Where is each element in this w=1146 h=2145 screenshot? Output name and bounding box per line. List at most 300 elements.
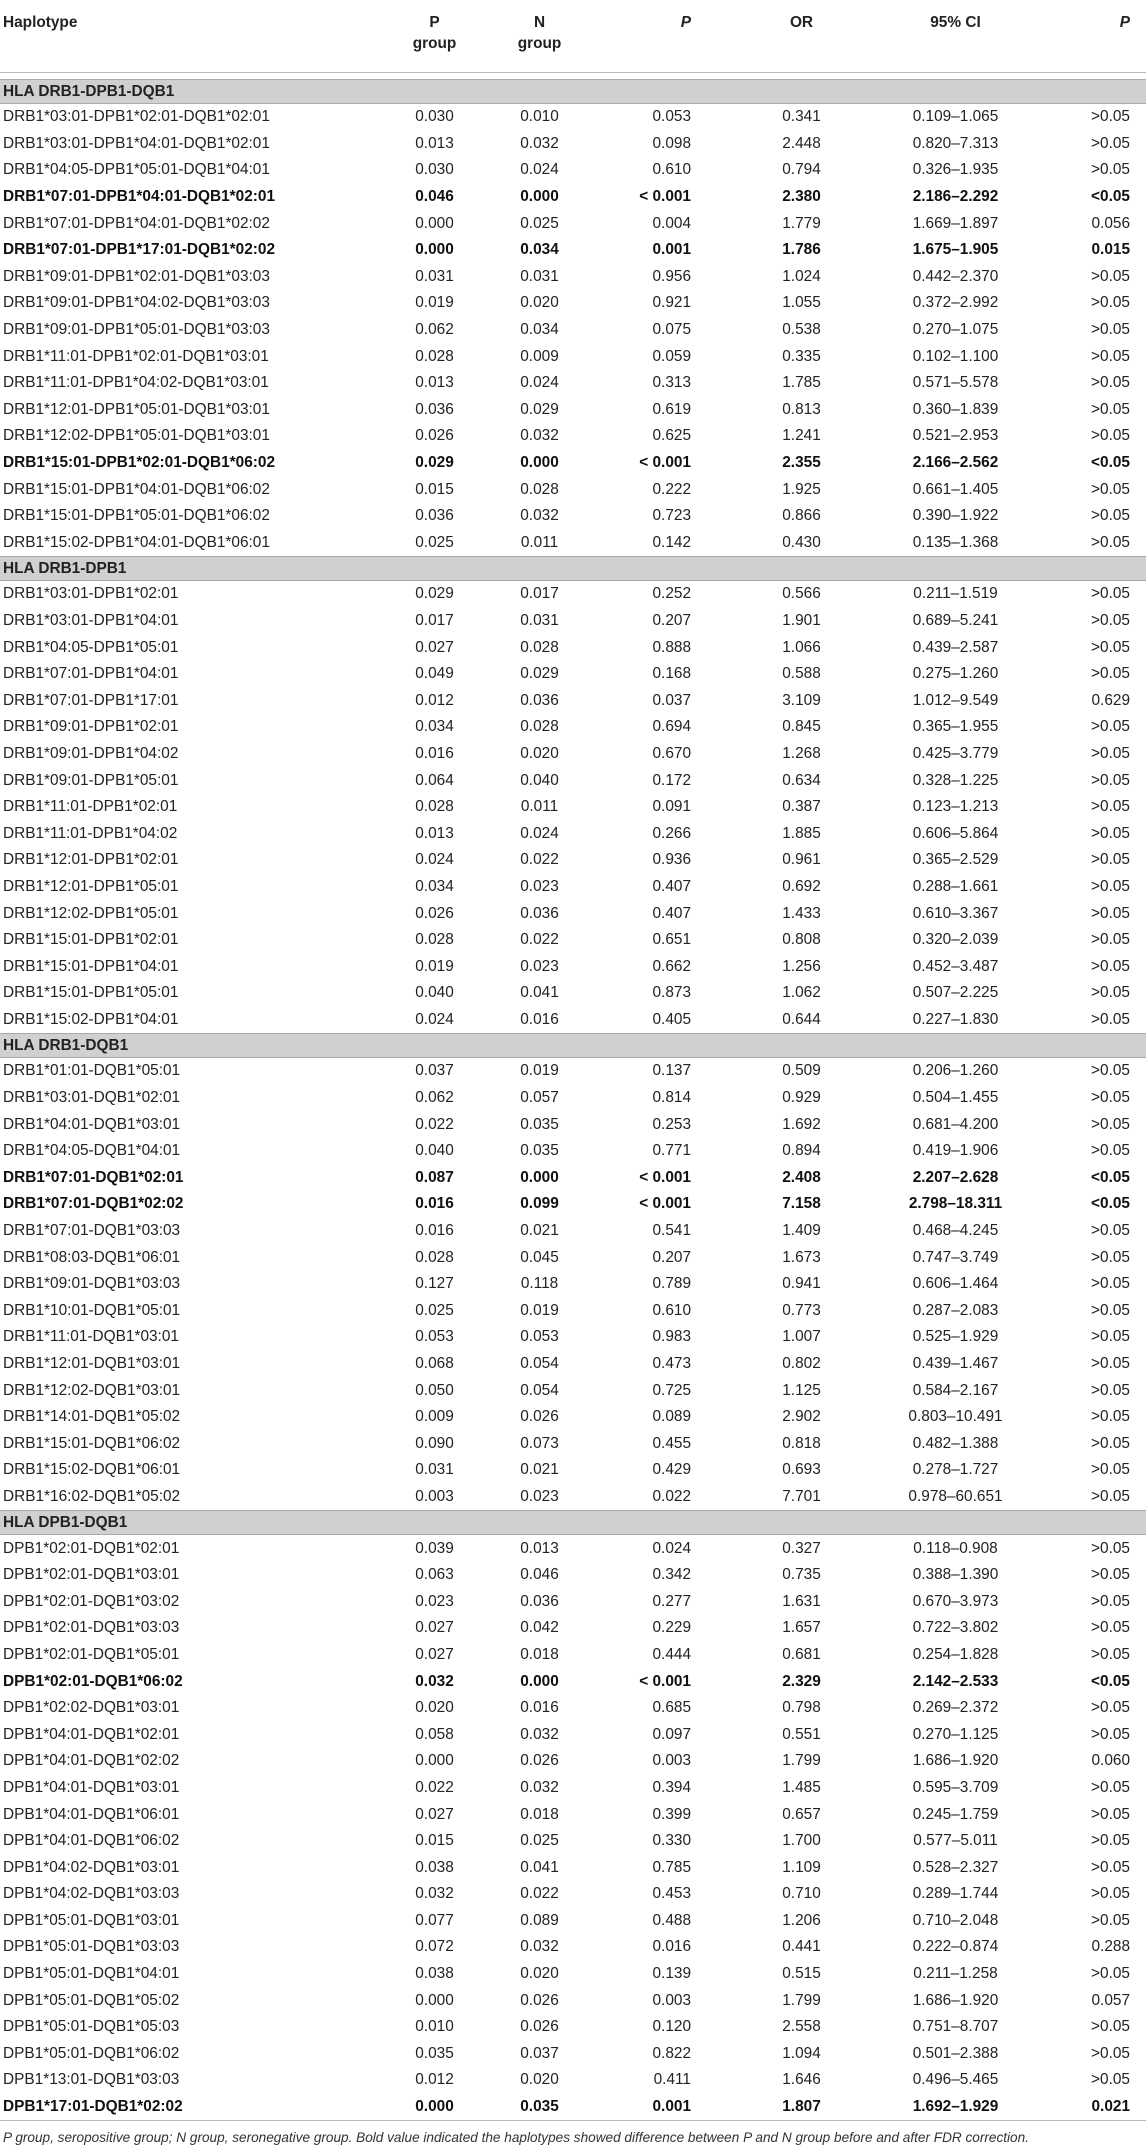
haplotype-cell: DRB1*04:05-DPB1*05:01 (3, 638, 179, 656)
header-spacer (0, 73, 1146, 80)
ci-cell: 0.222–0.874 (912, 1938, 999, 1956)
p-value-cell: 0.873 (652, 984, 691, 1002)
p-fdr-cell: >0.05 (1091, 1010, 1130, 1028)
p-value-cell: 0.229 (652, 1619, 691, 1637)
p-fdr-cell: 0.056 (1091, 214, 1130, 232)
table-row (0, 397, 1146, 424)
ci-cell: 1.669–1.897 (912, 214, 999, 232)
table-row (0, 1881, 1146, 1908)
p-group-cell: 0.000 (415, 1991, 454, 2009)
p-value-cell: 0.120 (652, 2018, 691, 2036)
table-row (0, 1085, 1146, 1112)
ci-cell: 0.390–1.922 (912, 507, 999, 525)
p-value-cell: 0.394 (652, 1778, 691, 1796)
section-title: HLA DPB1-DQB1 (0, 1511, 1146, 1535)
p-fdr-cell: >0.05 (1091, 1062, 1130, 1080)
p-fdr-cell: >0.05 (1091, 1858, 1130, 1876)
ci-cell: 0.102–1.100 (912, 347, 999, 365)
ci-cell: 0.661–1.405 (912, 480, 999, 498)
p-group-cell: 0.049 (415, 665, 454, 683)
p-group-cell: 0.038 (415, 1965, 454, 1983)
p-fdr-cell: >0.05 (1091, 585, 1130, 603)
odds-ratio-cell: 3.109 (782, 691, 821, 709)
haplotype-cell: DRB1*07:01-DQB1*02:02 (3, 1195, 184, 1213)
n-group-cell: 0.032 (520, 1725, 559, 1743)
p-group-cell: 0.000 (415, 241, 454, 259)
table-footnote: P group, seropositive group; N group, seronegative group. Bold value indicated the haplotypes showed difference between P and N group before and after FDR correction. (0, 2121, 1146, 2145)
ci-cell: 1.012–9.549 (912, 691, 999, 709)
p-group-cell: 0.015 (415, 480, 454, 498)
ci-cell: 0.521–2.953 (912, 427, 999, 445)
p-group-cell: 0.016 (415, 1222, 454, 1240)
table-row (0, 1934, 1146, 1961)
odds-ratio-cell: 0.845 (782, 718, 821, 736)
p-fdr-cell: >0.05 (1091, 108, 1130, 126)
n-group-cell: 0.035 (520, 1142, 559, 1160)
ci-cell: 0.388–1.390 (912, 1566, 999, 1584)
ci-cell: 0.328–1.225 (912, 771, 999, 789)
ci-cell: 0.501–2.388 (912, 2044, 999, 2062)
odds-ratio-cell: 0.961 (782, 851, 821, 869)
ci-cell: 0.751–8.707 (912, 2018, 999, 2036)
odds-ratio-cell: 1.799 (782, 1752, 821, 1770)
haplotype-cell: DRB1*15:02-DQB1*06:01 (3, 1461, 181, 1479)
n-group-cell: 0.036 (520, 691, 559, 709)
n-group-cell: 0.089 (520, 1911, 559, 1929)
ci-cell: 2.166–2.562 (912, 454, 999, 472)
ci-cell: 0.482–1.388 (912, 1434, 999, 1452)
p-value-cell: 0.625 (652, 427, 691, 445)
p-fdr-cell: >0.05 (1091, 1592, 1130, 1610)
table-body (0, 73, 1146, 2121)
odds-ratio-cell: 0.538 (782, 321, 821, 339)
p-group-cell: 0.040 (415, 984, 454, 1002)
p-group-cell: 0.015 (415, 1832, 454, 1850)
haplotype-cell: DRB1*07:01-DQB1*02:01 (3, 1168, 184, 1186)
p-group-cell: 0.058 (415, 1725, 454, 1743)
header-ci: 95% CI (856, 0, 1035, 73)
n-group-cell: 0.020 (520, 294, 559, 312)
p-value-cell: < 0.001 (639, 1195, 691, 1213)
haplotype-cell: DPB1*02:01-DQB1*03:03 (3, 1619, 180, 1637)
odds-ratio-cell: 2.448 (782, 134, 821, 152)
n-group-cell: 0.024 (520, 374, 559, 392)
haplotype-cell: DPB1*02:01-DQB1*03:02 (3, 1592, 180, 1610)
table-row (0, 264, 1146, 291)
p-value-cell: 0.405 (652, 1010, 691, 1028)
ci-cell: 0.452–3.487 (912, 957, 999, 975)
n-group-cell: 0.009 (520, 347, 559, 365)
n-group-cell: 0.032 (520, 1938, 559, 1956)
p-value-cell: 0.399 (652, 1805, 691, 1823)
ci-cell: 0.595–3.709 (912, 1778, 999, 1796)
p-group-cell: 0.063 (415, 1566, 454, 1584)
p-value-cell: 0.619 (652, 400, 691, 418)
table-row (0, 874, 1146, 901)
n-group-cell: 0.041 (520, 984, 559, 1002)
p-group-cell: 0.013 (415, 134, 454, 152)
n-group-cell: 0.036 (520, 904, 559, 922)
odds-ratio-cell: 0.710 (782, 1885, 821, 1903)
p-fdr-cell: >0.05 (1091, 1699, 1130, 1717)
p-value-cell: 0.541 (652, 1222, 691, 1240)
haplotype-cell: DRB1*12:02-DQB1*03:01 (3, 1381, 181, 1399)
p-group-cell: 0.036 (415, 400, 454, 418)
ci-cell: 0.439–2.587 (912, 638, 999, 656)
haplotype-cell: DRB1*07:01-DPB1*04:01 (3, 665, 179, 683)
ci-cell: 2.207–2.628 (912, 1168, 999, 1186)
p-group-cell: 0.023 (415, 1592, 454, 1610)
table-row (0, 157, 1146, 184)
haplotype-cell: DRB1*15:01-DQB1*06:02 (3, 1434, 181, 1452)
n-group-cell: 0.023 (520, 877, 559, 895)
haplotype-cell: DRB1*12:01-DPB1*05:01 (3, 877, 179, 895)
p-value-cell: 0.222 (652, 480, 691, 498)
ci-cell: 0.442–2.370 (912, 267, 999, 285)
section-header (0, 80, 1146, 104)
haplotype-cell: DRB1*11:01-DPB1*04:02-DQB1*03:01 (3, 374, 269, 392)
table-row (0, 370, 1146, 397)
p-value-cell: 0.444 (652, 1645, 691, 1663)
n-group-cell: 0.022 (520, 931, 559, 949)
p-group-cell: 0.020 (415, 1699, 454, 1717)
ci-cell: 0.211–1.258 (913, 1965, 998, 1983)
p-fdr-cell: >0.05 (1091, 533, 1130, 551)
ci-cell: 0.525–1.929 (912, 1328, 999, 1346)
p-group-cell: 0.024 (415, 851, 454, 869)
table-row (0, 1457, 1146, 1484)
table-row (0, 1484, 1146, 1511)
odds-ratio-cell: 0.693 (782, 1461, 821, 1479)
ci-cell: 0.270–1.125 (912, 1725, 999, 1743)
table-row (0, 927, 1146, 954)
p-group-cell: 0.025 (415, 533, 454, 551)
p-fdr-cell: <0.05 (1091, 1168, 1130, 1186)
n-group-cell: 0.035 (520, 2098, 559, 2116)
p-value-cell: 0.956 (652, 267, 691, 285)
odds-ratio-cell: 0.441 (782, 1938, 821, 1956)
odds-ratio-cell: 1.024 (782, 267, 821, 285)
p-group-cell: 0.000 (415, 1752, 454, 1770)
odds-ratio-cell: 0.735 (782, 1566, 821, 1584)
haplotype-cell: DRB1*12:01-DPB1*05:01-DQB1*03:01 (3, 400, 270, 418)
odds-ratio-cell: 2.408 (782, 1168, 821, 1186)
p-value-cell: 0.003 (652, 1752, 691, 1770)
p-group-cell: 0.000 (415, 214, 454, 232)
odds-ratio-cell: 0.941 (782, 1275, 821, 1293)
n-group-cell: 0.035 (520, 1115, 559, 1133)
p-group-cell: 0.032 (415, 1672, 454, 1690)
p-fdr-cell: >0.05 (1091, 2044, 1130, 2062)
p-fdr-cell: >0.05 (1091, 877, 1130, 895)
haplotype-cell: DPB1*05:01-DQB1*06:02 (3, 2044, 180, 2062)
p-fdr-cell: >0.05 (1091, 771, 1130, 789)
haplotype-cell: DPB1*05:01-DQB1*04:01 (3, 1965, 180, 1983)
p-value-cell: 0.003 (652, 1991, 691, 2009)
table-row (0, 608, 1146, 635)
p-group-cell: 0.026 (415, 904, 454, 922)
p-group-cell: 0.026 (415, 427, 454, 445)
p-group-cell: 0.040 (415, 1142, 454, 1160)
odds-ratio-cell: 1.925 (782, 480, 821, 498)
p-fdr-cell: >0.05 (1091, 1115, 1130, 1133)
table-row (0, 2067, 1146, 2094)
p-value-cell: 0.723 (652, 507, 691, 525)
n-group-cell: 0.036 (520, 1592, 559, 1610)
haplotype-cell: DPB1*05:01-DQB1*03:03 (3, 1938, 180, 1956)
n-group-cell: 0.045 (520, 1248, 559, 1266)
p-group-cell: 0.000 (415, 2098, 454, 2116)
odds-ratio-cell: 1.700 (782, 1832, 821, 1850)
odds-ratio-cell: 1.631 (782, 1592, 821, 1610)
p-value-cell: 0.001 (652, 2098, 691, 2116)
p-fdr-cell: >0.05 (1091, 2071, 1130, 2089)
haplotype-cell: DPB1*02:01-DQB1*02:01 (3, 1539, 180, 1557)
p-fdr-cell: >0.05 (1091, 1089, 1130, 1107)
p-value-cell: 0.266 (652, 824, 691, 842)
n-group-cell: 0.021 (520, 1222, 559, 1240)
p-value-cell: 0.983 (652, 1328, 691, 1346)
header-p-group-line2: group (412, 35, 457, 52)
p-value-cell: 0.037 (652, 691, 691, 709)
table-row (0, 237, 1146, 264)
ci-cell: 0.689–5.241 (912, 611, 999, 629)
header-p-group-line1: P (429, 14, 440, 31)
haplotype-cell: DPB1*05:01-DQB1*05:02 (3, 1991, 180, 2009)
ci-cell: 0.320–2.039 (912, 931, 999, 949)
p-value-cell: 0.473 (652, 1355, 691, 1373)
table-row (0, 767, 1146, 794)
n-group-cell: 0.031 (520, 611, 559, 629)
p-fdr-cell: >0.05 (1091, 1965, 1130, 1983)
p-fdr-cell: >0.05 (1091, 347, 1130, 365)
ci-cell: 0.254–1.828 (912, 1645, 999, 1663)
haplotype-cell: DPB1*02:01-DQB1*06:02 (3, 1672, 183, 1690)
p-fdr-cell: >0.05 (1091, 1222, 1130, 1240)
ci-cell: 0.278–1.727 (912, 1461, 999, 1479)
table-row (0, 1801, 1146, 1828)
p-fdr-cell: >0.05 (1091, 1328, 1130, 1346)
odds-ratio-cell: 1.268 (782, 744, 821, 762)
header-n-group-line2: group (517, 35, 562, 52)
ci-cell: 0.206–1.260 (912, 1062, 999, 1080)
table-row (0, 1748, 1146, 1775)
table-row (0, 317, 1146, 344)
table-row (0, 2041, 1146, 2068)
p-group-cell: 0.009 (415, 1408, 454, 1426)
p-group-cell: 0.022 (415, 1778, 454, 1796)
haplotype-cell: DRB1*03:01-DPB1*04:01-DQB1*02:01 (3, 134, 270, 152)
odds-ratio-cell: 0.798 (782, 1699, 821, 1717)
ci-cell: 0.681–4.200 (912, 1115, 999, 1133)
p-value-cell: 0.207 (652, 1248, 691, 1266)
p-value-cell: 0.651 (652, 931, 691, 949)
odds-ratio-cell: 1.256 (782, 957, 821, 975)
ci-cell: 0.372–2.992 (912, 294, 999, 312)
p-group-cell: 0.027 (415, 1805, 454, 1823)
p-value-cell: 0.888 (652, 638, 691, 656)
p-value-cell: 0.004 (652, 214, 691, 232)
haplotype-cell: DPB1*04:01-DQB1*06:01 (3, 1805, 180, 1823)
p-fdr-cell: 0.288 (1091, 1938, 1130, 1956)
table-header (0, 0, 1146, 73)
table-row (0, 1535, 1146, 1562)
p-fdr-cell: >0.05 (1091, 1381, 1130, 1399)
n-group-cell: 0.118 (520, 1275, 559, 1293)
odds-ratio-cell: 0.634 (782, 771, 821, 789)
p-group-cell: 0.028 (415, 798, 454, 816)
haplotype-cell: DRB1*15:01-DPB1*02:01 (3, 931, 179, 949)
p-fdr-cell: 0.021 (1091, 2098, 1130, 2116)
ci-cell: 1.686–1.920 (912, 1752, 999, 1770)
p-value-cell: 0.001 (652, 241, 691, 259)
p-value-cell: 0.098 (652, 134, 691, 152)
haplotype-cell: DRB1*07:01-DPB1*04:01-DQB1*02:01 (3, 188, 276, 206)
p-group-cell: 0.050 (415, 1381, 454, 1399)
table-row (0, 1642, 1146, 1669)
n-group-cell: 0.021 (520, 1461, 559, 1479)
p-group-cell: 0.034 (415, 718, 454, 736)
table-row (0, 794, 1146, 821)
p-fdr-cell: >0.05 (1091, 824, 1130, 842)
ci-cell: 0.211–1.519 (913, 585, 998, 603)
p-value-cell: 0.142 (652, 533, 691, 551)
p-group-cell: 0.016 (415, 1195, 454, 1213)
haplotype-cell: DPB1*17:01-DQB1*02:02 (3, 2098, 183, 2116)
haplotype-cell: DRB1*11:01-DPB1*04:02 (3, 824, 178, 842)
p-fdr-cell: >0.05 (1091, 1355, 1130, 1373)
p-value-cell: 0.168 (652, 665, 691, 683)
odds-ratio-cell: 2.902 (782, 1408, 821, 1426)
n-group-cell: 0.026 (520, 1752, 559, 1770)
p-value-cell: 0.429 (652, 1461, 691, 1479)
p-group-cell: 0.019 (415, 294, 454, 312)
header-p-value: P (592, 0, 729, 73)
odds-ratio-cell: 0.794 (782, 161, 821, 179)
p-group-cell: 0.087 (415, 1168, 454, 1186)
p-fdr-cell: >0.05 (1091, 134, 1130, 152)
haplotype-cell: DRB1*16:02-DQB1*05:02 (3, 1487, 181, 1505)
odds-ratio-cell: 0.681 (782, 1645, 821, 1663)
haplotype-cell: DRB1*09:01-DPB1*05:01 (3, 771, 179, 789)
odds-ratio-cell: 1.055 (782, 294, 821, 312)
p-fdr-cell: 0.060 (1091, 1752, 1130, 1770)
haplotype-cell: DRB1*12:01-DPB1*02:01 (3, 851, 179, 869)
p-fdr-cell: >0.05 (1091, 1408, 1130, 1426)
haplotype-cell: DPB1*02:01-DQB1*05:01 (3, 1645, 180, 1663)
section-header (0, 1034, 1146, 1058)
p-value-cell: 0.610 (652, 161, 691, 179)
p-group-cell: 0.025 (415, 1301, 454, 1319)
n-group-cell: 0.016 (520, 1699, 559, 1717)
p-value-cell: 0.785 (652, 1858, 691, 1876)
table-row (0, 1615, 1146, 1642)
p-group-cell: 0.039 (415, 1539, 454, 1557)
header-p-fdr: P (1035, 0, 1146, 73)
table-row (0, 1377, 1146, 1404)
ci-cell: 0.326–1.935 (912, 161, 999, 179)
p-group-cell: 0.029 (415, 454, 454, 472)
odds-ratio-cell: 0.588 (782, 665, 821, 683)
p-value-cell: 0.771 (652, 1142, 691, 1160)
p-fdr-cell: >0.05 (1091, 294, 1130, 312)
n-group-cell: 0.040 (520, 771, 559, 789)
table-row (0, 184, 1146, 211)
ci-cell: 0.577–5.011 (913, 1832, 998, 1850)
p-value-cell: 0.022 (652, 1487, 691, 1505)
table-row (0, 953, 1146, 980)
haplotype-cell: DRB1*10:01-DQB1*05:01 (3, 1301, 181, 1319)
n-group-cell: 0.000 (520, 188, 559, 206)
p-group-cell: 0.027 (415, 638, 454, 656)
n-group-cell: 0.032 (520, 427, 559, 445)
p-fdr-cell: >0.05 (1091, 957, 1130, 975)
odds-ratio-cell: 1.799 (782, 1991, 821, 2009)
ci-cell: 0.978–60.651 (908, 1487, 1003, 1505)
table-row (0, 1244, 1146, 1271)
p-group-cell: 0.012 (415, 691, 454, 709)
odds-ratio-cell: 2.380 (782, 188, 821, 206)
p-fdr-cell: >0.05 (1091, 851, 1130, 869)
n-group-cell: 0.054 (520, 1381, 559, 1399)
odds-ratio-cell: 0.866 (782, 507, 821, 525)
n-group-cell: 0.037 (520, 2044, 559, 2062)
p-fdr-cell: >0.05 (1091, 1301, 1130, 1319)
ci-cell: 0.109–1.065 (912, 108, 999, 126)
haplotype-cell: DRB1*01:01-DQB1*05:01 (3, 1062, 181, 1080)
odds-ratio-cell: 0.644 (782, 1010, 821, 1028)
table-row (0, 1351, 1146, 1378)
p-group-cell: 0.010 (415, 2018, 454, 2036)
p-fdr-cell: >0.05 (1091, 161, 1130, 179)
haplotype-cell: DRB1*07:01-DPB1*17:01-DQB1*02:02 (3, 241, 276, 259)
haplotype-cell: DPB1*04:02-DQB1*03:03 (3, 1885, 180, 1903)
p-value-cell: 0.670 (652, 744, 691, 762)
p-group-cell: 0.028 (415, 931, 454, 949)
p-group-cell: 0.031 (415, 1461, 454, 1479)
p-group-cell: 0.029 (415, 585, 454, 603)
ci-cell: 0.747–3.749 (912, 1248, 999, 1266)
ci-cell: 0.269–2.372 (912, 1699, 999, 1717)
p-fdr-cell: 0.015 (1091, 241, 1130, 259)
ci-cell: 0.365–2.529 (912, 851, 999, 869)
p-fdr-cell: >0.05 (1091, 665, 1130, 683)
p-value-cell: 0.407 (652, 904, 691, 922)
table-row (0, 581, 1146, 608)
n-group-cell: 0.020 (520, 2071, 559, 2089)
p-fdr-cell: >0.05 (1091, 507, 1130, 525)
n-group-cell: 0.016 (520, 1010, 559, 1028)
ci-cell: 0.365–1.955 (912, 718, 999, 736)
n-group-cell: 0.034 (520, 321, 559, 339)
haplotype-cell: DPB1*04:01-DQB1*03:01 (3, 1778, 180, 1796)
haplotype-cell: DPB1*04:01-DQB1*02:01 (3, 1725, 180, 1743)
n-group-cell: 0.031 (520, 267, 559, 285)
p-value-cell: 0.685 (652, 1699, 691, 1717)
odds-ratio-cell: 0.515 (782, 1965, 821, 1983)
haplotype-cell: DPB1*05:01-DQB1*05:03 (3, 2018, 180, 2036)
table-row (0, 2014, 1146, 2041)
ci-cell: 0.288–1.661 (912, 877, 999, 895)
n-group-cell: 0.026 (520, 1408, 559, 1426)
ci-cell: 0.135–1.368 (912, 533, 999, 551)
ci-cell: 0.528–2.327 (912, 1858, 999, 1876)
haplotype-cell: DPB1*02:01-DQB1*03:01 (3, 1566, 180, 1584)
odds-ratio-cell: 0.551 (782, 1725, 821, 1743)
p-value-cell: 0.207 (652, 611, 691, 629)
n-group-cell: 0.028 (520, 638, 559, 656)
n-group-cell: 0.054 (520, 1355, 559, 1373)
